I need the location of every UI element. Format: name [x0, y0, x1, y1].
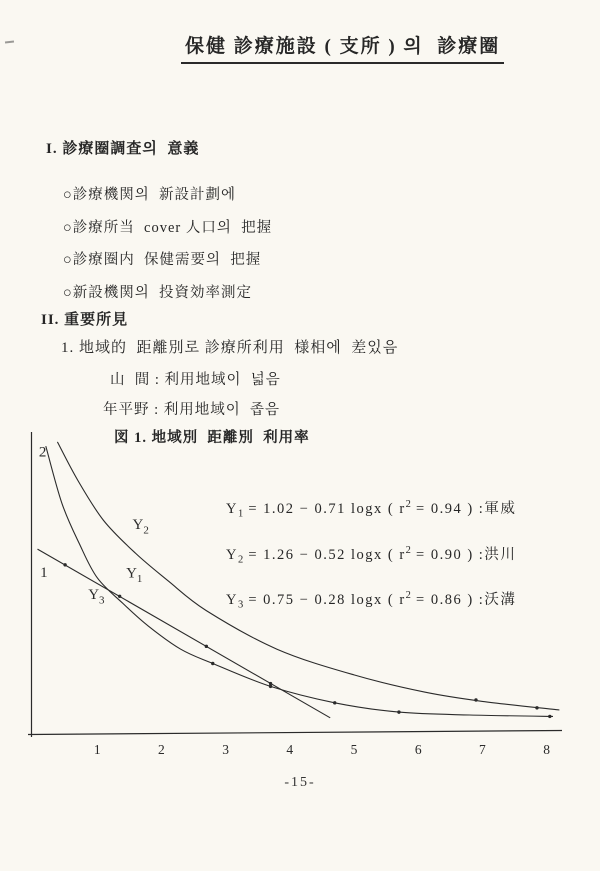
eq-superscript: 2	[405, 544, 411, 556]
x-tick-label: 5	[350, 742, 358, 757]
page-number: -15-	[284, 775, 316, 790]
curve-label-y3: $Y_3$	[88, 587, 105, 607]
marker-y3	[269, 682, 272, 685]
marker-y1	[397, 710, 400, 713]
eq-body: = 0.75 − 0.28 logx ( r	[243, 592, 406, 609]
x-tick-label: 7	[479, 742, 486, 757]
section-1-heading: I. 診療圈調査의 意義	[46, 141, 200, 157]
x-tick-label: 4	[286, 742, 294, 757]
x-axis-line	[28, 731, 562, 735]
eq-superscript: 2	[405, 499, 411, 510]
curve-label-y2: $Y_2$	[132, 517, 149, 537]
bullet-item: ○診療所当 cover 人口의 把握	[63, 220, 273, 236]
eq-subscript: 3	[237, 600, 244, 612]
marker-y3	[118, 595, 121, 598]
eq-subscript: 2	[237, 554, 244, 566]
x-tick-label: 2	[158, 742, 165, 757]
eq-body: = 1.26 − 0.52 logx ( r	[243, 546, 406, 563]
bullet-item: ○診療機関의 新設計劃에	[63, 187, 237, 203]
eq-superscript: 2	[405, 590, 411, 602]
scan-artifact-dash	[5, 41, 14, 44]
axis-value-label: 1	[40, 564, 48, 581]
regression-equation-y2	[226, 533, 516, 579]
marker-y1	[211, 662, 214, 665]
eq-body: = 1.02 − 0.71 logx ( r	[243, 500, 406, 517]
bullet-item: ○診療圈内 保健需要의 把握	[63, 252, 262, 268]
bullet-item: ○新設機関의 投資効率測定	[63, 285, 253, 301]
eq-tail: = 0.94 ) :軍威	[410, 500, 517, 517]
eq-variable: Y	[226, 546, 238, 563]
figure-1-caption: 図 1. 地域別 距離別 利用率	[114, 430, 310, 446]
marker-y2	[474, 698, 477, 701]
section-2-heading: II. 重要所見	[41, 312, 129, 328]
regression-equation-y3	[226, 578, 516, 624]
marker-y3	[63, 563, 66, 566]
section-2-item-1: 1. 地域的 距離別로 診療所利用 様相에 差있음	[61, 340, 399, 356]
axis-value-label: 2	[38, 444, 47, 461]
plain-area-note: 年平野 : 利用地域이 좁음	[103, 402, 281, 418]
marker-y3	[205, 645, 208, 648]
eq-variable: Y	[226, 500, 238, 517]
mountain-area-note: 山 間 : 利用地域이 넓음	[110, 372, 281, 388]
marker-y1	[548, 715, 551, 718]
marker-y2	[535, 706, 538, 709]
eq-subscript: 1	[237, 508, 244, 520]
x-tick-label: 3	[222, 742, 229, 757]
x-tick-label: 8	[543, 742, 550, 757]
regression-equation-y1	[226, 487, 516, 533]
curve-label-y1: $Y_1$	[126, 565, 143, 586]
x-tick-label: 1	[93, 742, 101, 757]
page-title: 保健 診療施設 ( 支所 ) 의 診療圈	[181, 31, 504, 64]
eq-variable: Y	[226, 592, 238, 609]
x-tick-label: 6	[414, 742, 422, 757]
marker-y1	[333, 701, 336, 704]
eq-tail: = 0.86 ) :沃溝	[410, 592, 517, 609]
regression-equations	[226, 487, 516, 624]
eq-tail: = 0.90 ) :洪川	[410, 546, 517, 563]
